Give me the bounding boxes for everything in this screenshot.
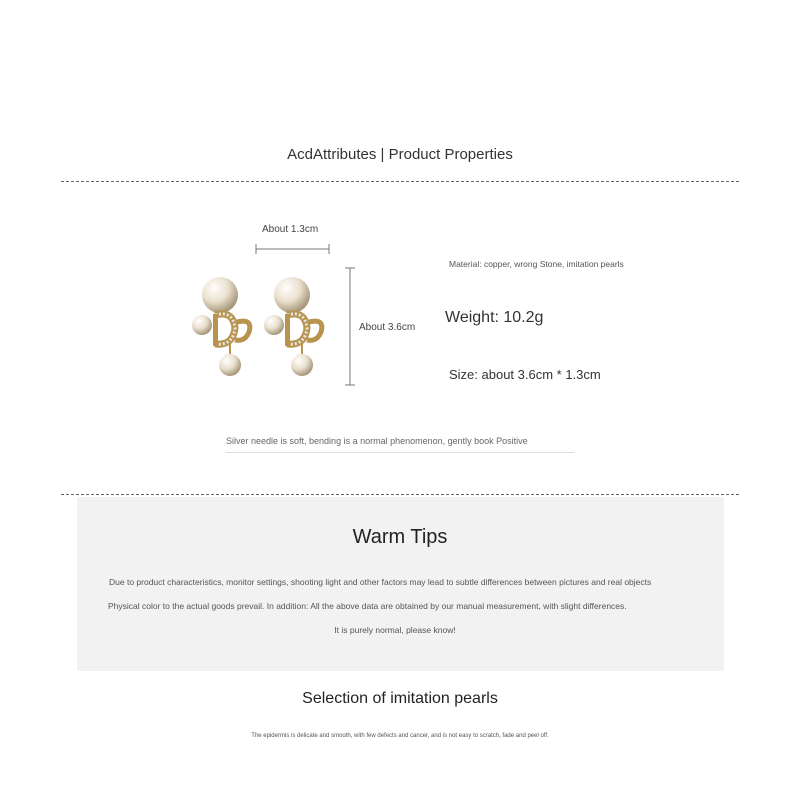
width-ruler bbox=[250, 240, 336, 256]
earring-right bbox=[264, 277, 322, 376]
height-ruler bbox=[343, 266, 357, 388]
material-text: Material: copper, wrong Stone, imitation pearls bbox=[449, 259, 624, 269]
size-text: Size: about 3.6cm * 1.3cm bbox=[449, 367, 601, 382]
pearls-description: The epidermis is delicate and smooth, with few defects and cancer, and is not easy to scratch, fade and peel off. bbox=[251, 733, 549, 739]
needle-note: Silver needle is soft, bending is a normal phenomenon, gently book Positive bbox=[226, 436, 528, 446]
page-title: AcdAttributes | Product Properties bbox=[287, 146, 513, 163]
width-label: About 1.3cm bbox=[262, 224, 319, 235]
warm-tips-title: Warm Tips bbox=[352, 526, 448, 548]
warm-tips-line: It is purely normal, please know! bbox=[334, 625, 456, 635]
pearls-title: Selection of imitation pearls bbox=[302, 690, 498, 707]
divider-bottom bbox=[61, 494, 739, 495]
divider-top bbox=[61, 181, 739, 182]
warm-tips-line: Physical color to the actual goods prevail. In addition: All the above data are obtained by our manual measurement, with slight differences. bbox=[108, 601, 627, 611]
earring-left bbox=[192, 277, 250, 376]
weight-text: Weight: 10.2g bbox=[445, 309, 544, 326]
warm-tips-line: Due to product characteristics, monitor settings, shooting light and other factors may lead to subtle differences between pictures and real objects bbox=[109, 577, 652, 587]
earrings-image bbox=[185, 270, 330, 385]
note-underline bbox=[226, 452, 574, 453]
height-label: About 3.6cm bbox=[359, 322, 416, 333]
